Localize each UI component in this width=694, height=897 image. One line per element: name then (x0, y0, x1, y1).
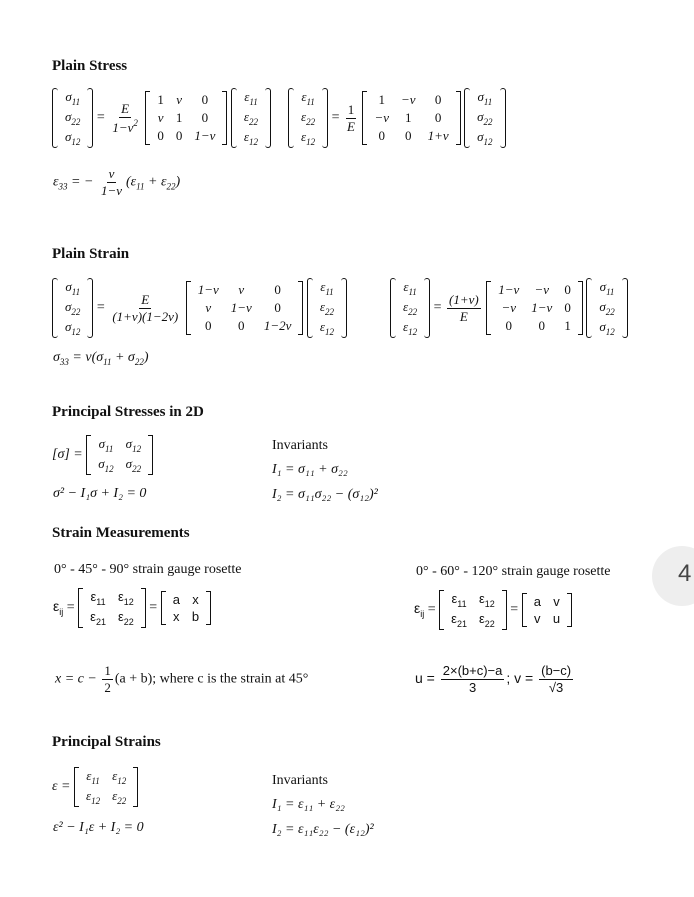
rosette-45-matrix-eq: $\varepsilon_{ij}$ = $\varepsilon_{11}$ $\varepsilon_{12}$ $\varepsilon_{21}$ $\varepsilon_{22}$ = a x x b (53, 588, 211, 628)
stress-tensor-eq: [σ] = $\sigma_{11}$ $\sigma_{12}$ $\sigma_{12}$ $\sigma_{22}$ (52, 435, 153, 475)
strain-invariants-label: Invariants (272, 773, 328, 788)
plain-strain-stiffness-eq: $\sigma_{11}$ $\sigma_{22}$ $\sigma_{12}$ = $\frac{E}{(1+\nu)(1-2\nu)}$ 1−ν ν 0 ν 1−ν 0 0 0 1−2ν $\varepsilon_{11}$ $\varepsilon_{22}$ $\varepsilon_{12}$ (52, 278, 347, 338)
stress-characteristic-eq: σ² − I₁σ + I₂ = 0 (53, 486, 147, 501)
rosette-45-x-formula: x = c − $\frac{1}{2}$ (a + b); where c is the strain at 45° (55, 663, 309, 695)
stress-invariant-i2: I₂ = σ₁₁σ₂₂ − (σ₁₂)² (272, 487, 378, 502)
page-number: 4 (678, 560, 692, 587)
plain-stress-compliance-eq: $\varepsilon_{11}$ $\varepsilon_{22}$ $\varepsilon_{12}$ = $\frac{1}{E}$ 1 −ν 0 −ν 1 0 0 0 1+ν $\sigma_{11}$ $\sigma_{22}$ $\sigma_{12}$ (288, 88, 506, 148)
section-heading-plain-strain: Plain Strain (52, 246, 130, 262)
section-heading-plain-stress: Plain Stress (52, 58, 128, 74)
strain-invariant-i1: I₁ = ε₁₁ + ε₂₂ (272, 797, 345, 812)
plain-strain-s33-eq: $\sigma_{33} = \nu(\sigma_{11} + \sigma_{22})$ (53, 350, 149, 367)
stiffness-matrix: 1 ν 0 ν 1 0 0 0 1−ν (145, 91, 227, 145)
stress-invariants-label: Invariants (272, 438, 328, 453)
plain-strain-compliance-eq: $\varepsilon_{11}$ $\varepsilon_{22}$ $\varepsilon_{12}$ = $\frac{(1+\nu)}{E}$ 1−ν −ν 0 −ν 1−ν 0 0 0 1 $\sigma_{11}$ $\sigma_{22}$ $\sigma_{12}$ (390, 278, 628, 338)
strain-characteristic-eq: ε² − I₁ε + I₂ = 0 (53, 820, 144, 835)
rosette-45-title: 0° - 45° - 90° strain gauge rosette (54, 562, 242, 577)
plain-stress-stiffness-eq: $\sigma_{11}$ $\sigma_{22}$ $\sigma_{12}$ = $\frac{E}{1-\nu^2}$ 1 ν 0 ν 1 0 0 0 1−ν $\varepsilon_{11}$ $\varepsilon_{22}$ $\varepsilon_{12}$ (52, 88, 271, 148)
stress-invariant-i1: I₁ = σ₁₁ + σ₂₂ (272, 462, 348, 477)
rosette-60-title: 0° - 60° - 120° strain gauge rosette (416, 564, 611, 579)
stress-vector: $\sigma_{11}$ $\sigma_{22}$ $\sigma_{12}$ (52, 88, 93, 148)
rosette-60-matrix-eq: $\varepsilon_{ij}$ = $\varepsilon_{11}$ $\varepsilon_{12}$ $\varepsilon_{21}$ $\varepsilon_{22}$ = a v v u (414, 590, 572, 630)
section-heading-principal-stresses: Principal Stresses in 2D (52, 404, 204, 420)
section-heading-principal-strains: Principal Strains (52, 734, 161, 750)
strain-invariant-i2: I₂ = ε₁₁ε₂₂ − (ε₁₂)² (272, 822, 374, 837)
section-heading-strain-measurements: Strain Measurements (52, 525, 190, 541)
plain-stress-e33-eq: $\varepsilon_{33}$ = − $\frac{\nu}{1-\nu}$ $(\varepsilon_{11} + \varepsilon_{22})$ (53, 166, 181, 198)
strain-vector: $\varepsilon_{11}$ $\varepsilon_{22}$ $\varepsilon_{12}$ (231, 88, 271, 148)
rosette-60-uv-formula: u = $\frac{2\times(b+c)-a}{3}$ ; v = $\frac{(b-c)}{√3}$ (415, 663, 572, 695)
strain-tensor-eq: ε = $\varepsilon_{11}$ $\varepsilon_{12}$ $\varepsilon_{12}$ $\varepsilon_{22}$ (52, 767, 138, 807)
